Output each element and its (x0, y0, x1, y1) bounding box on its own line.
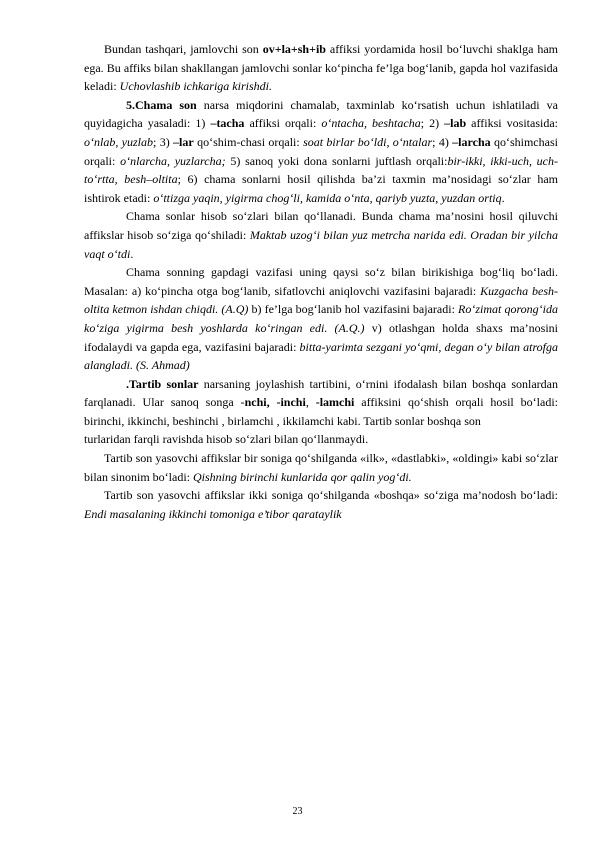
text-run: . (501, 190, 505, 205)
page-number: 23 (292, 806, 303, 817)
italic-example: o‘ttizga yaqin, yigirma chog‘li, kamida o‘nta, qariyb yuzta, yuzdan ortiq (153, 190, 502, 205)
bold-term: .Tartib sonlar (126, 376, 199, 391)
italic-example: o‘nlarcha, yuzlarcha; (120, 153, 226, 168)
paragraph-p6 (84, 430, 558, 449)
bold-term: nchi, -inchi (244, 395, 306, 410)
italic-example: o‘ntacha, beshtacha (321, 116, 421, 131)
text-run: Chama sonlar hisob so‘zlari bilan qo‘llanadi. Bunda chama ma’nosini hosil qiluvchi affikslar hisob so‘ziga qo‘shiladi: (84, 209, 558, 242)
text-run: ; 3) (153, 134, 174, 149)
bold-term: -lamchi (315, 395, 355, 410)
text-run: affiksi orqali: (244, 116, 322, 131)
text-run: affiksi yordamida hosil bo‘luvchi shaklga ham ega. Bu affiks bilan shakllangan jamlovchi sonlar ko‘pincha fe’lga bog‘lanib, gapda hol vazifasida keladi: (84, 42, 558, 94)
bold-term: –lar (173, 134, 194, 149)
bold-term: –larcha (452, 134, 491, 149)
italic-example: Ro‘zimat qorong‘ida ko‘ziga yigirma besh yoshlarda ko‘ringan edi. (A.Q.) (84, 302, 559, 335)
paragraph-p5 (84, 375, 558, 431)
text-run: qo‘shim-chasi orqali: (193, 134, 304, 149)
text-run: affiksini qo‘shish orqali hosil bo‘ladi: birinchi, ikkinchi, beshinchi , birlamchi , ikkilamchi kabi. Tartib sonlar boshqa son (84, 395, 558, 428)
text-run: Tartib son yasovchi affikslar bir soniga qo‘shilganda «ilk», «dastlabki», «oldingi» kabi so‘zlar bilan sinonim bo‘ladi: (84, 451, 558, 484)
paragraph-p3 (84, 207, 558, 263)
text-run: Chama sonning gapdagi vazifasi uning qaysi so‘z bilan birikishiga bog‘liq bo‘ladi. Masalan: a) ko‘pincha otga bog‘lanib, sifatlovchi aniqlovchi vazifasini bajaradi: (84, 265, 558, 298)
paragraph-p8 (84, 486, 558, 523)
italic-example: Endi masalaning ikkinchi tomoniga e’tibor qarataylik (84, 506, 342, 521)
text-run: 5) sanoq yoki dona sonlarni juftlash orqali: (225, 153, 448, 168)
text-run: narsaning joylashish tartibini, o‘rnini ifodalash bilan boshqa sonlardan farqlanadi. Ular sanoq songa - (84, 376, 558, 410)
italic-example: bitta-yarimta sezgani yo‘qmi, degan o‘y bilan atrofga alangladi. (S. Ahmad) (84, 339, 559, 373)
paragraph-p7 (84, 449, 558, 486)
italic-example: soat birlar bo‘ldi, o‘ntalar (303, 134, 433, 149)
italic-example: Maktab uzog‘i bilan yuz metrcha narida edi. Oradan bir yilcha vaqt o‘tdi (84, 227, 559, 261)
bold-term: –lab (444, 116, 467, 131)
text-run: Tartib son yasovchi affikslar ikki soniga qo‘shilganda «boshqa» so‘ziga ma’nodosh bo‘ladi: (104, 488, 558, 503)
text-run: . (130, 246, 134, 261)
text-run: narsa miqdorini chamalab, taxminlab ko‘rsatish uchun ishlatiladi va quyidagicha yasaladi: 1) (84, 97, 558, 131)
paragraph-p1 (84, 40, 558, 96)
paragraph-p4 (84, 263, 558, 375)
bold-term: 5.Chama son (126, 97, 197, 112)
text-run: turlaridan farqli ravishda hisob so‘zlari bilan qo‘llanmaydi. (84, 432, 369, 447)
paragraph-p2 (84, 96, 558, 208)
italic-example: Kuzgacha besh-oltita ketmon ishdan chiqdi. (A.Q) (84, 283, 558, 317)
italic-example: bir-ikki, ikki-uch, uch-to‘rtta, besh–oltita (84, 153, 559, 187)
text-run: ; 6) chama sonlarni hosil qilishda ba’zi taxmin ma’nosidagi so‘zlar ham ishtirok etadi: (84, 172, 559, 205)
bold-term: –tacha (210, 116, 245, 131)
text-run: , (305, 395, 316, 410)
bold-term: ov+la+sh+ib (262, 42, 326, 56)
italic-example: Uchovlashib ichkariga kirishdi. (119, 79, 272, 94)
document-body (84, 40, 558, 523)
text-run: ; 4) (432, 134, 453, 149)
text-run: ; 2) (420, 116, 445, 131)
text-run: affiksi vositasida: (466, 116, 558, 131)
text-run: b) fe’lga bog‘lanib hol vazifasini bajaradi: (248, 302, 459, 317)
italic-example: Qishning birinchi kunlarida qor qalin yog‘di. (193, 469, 412, 484)
italic-example: o‘nlab, yuzlab (84, 134, 154, 149)
text-run: qo‘shimchasi orqali: (84, 134, 558, 168)
text-run: Bundan tashqari, jamlovchi son (104, 42, 263, 56)
text-run: v) otlashgan holda shaxs ma’nosini ifodalaydi va gapda ega, vazifasini bajaradi: (84, 320, 558, 354)
